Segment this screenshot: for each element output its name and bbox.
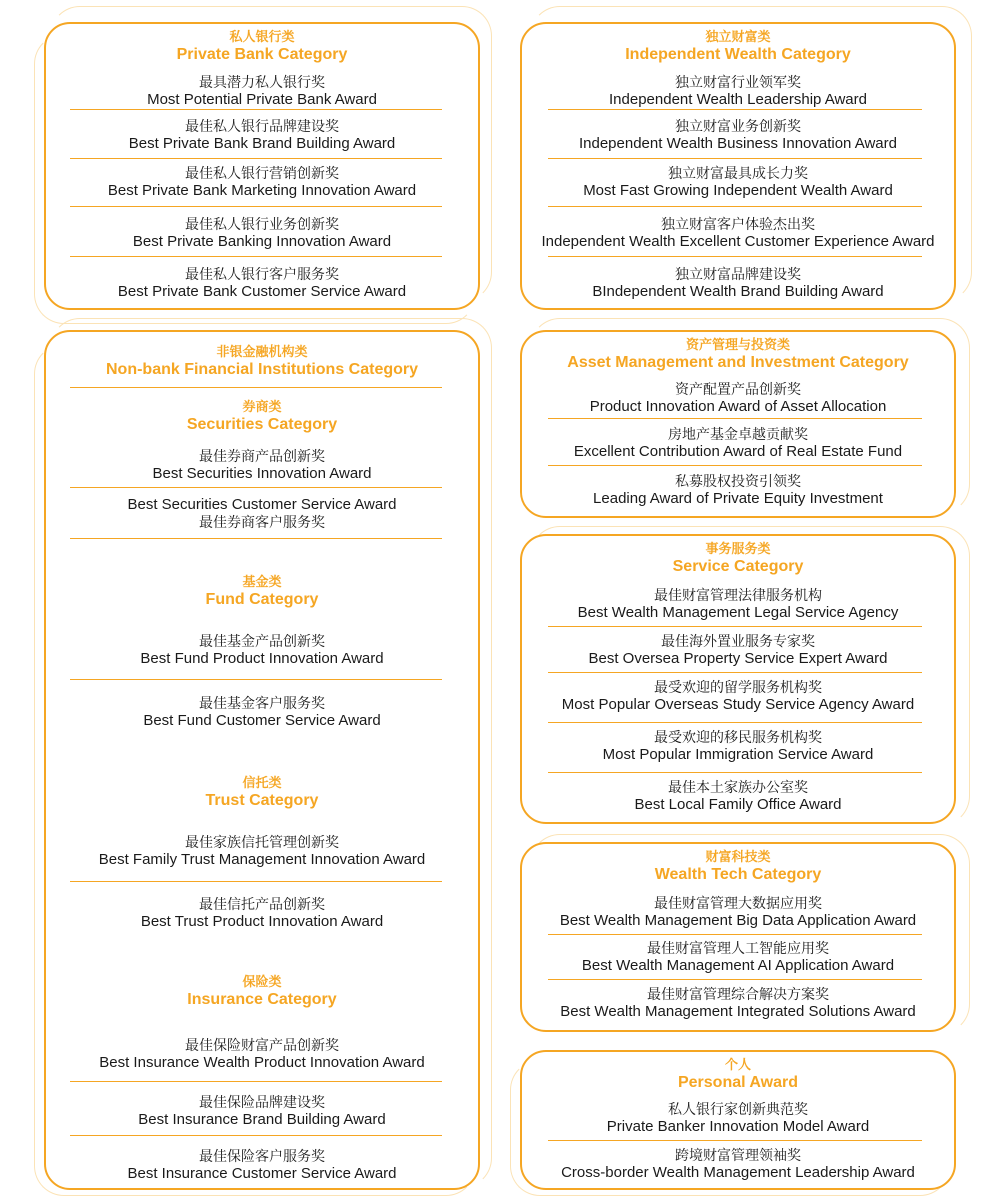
award-name-zh: 最佳私人银行客户服务奖: [185, 266, 339, 282]
award-name-zh: 最佳保险品牌建设奖: [199, 1094, 325, 1110]
award-name-zh: 最佳财富管理综合解决方案奖: [647, 986, 829, 1002]
award-name-en: Most Fast Growing Independent Wealth Award: [583, 182, 893, 199]
award-name-zh: 最具潜力私人银行奖: [199, 74, 325, 90]
divider: [70, 538, 442, 539]
award-name-en: Leading Award of Private Equity Investment: [593, 490, 883, 507]
award-name-zh: 最佳信托产品创新奖: [199, 896, 325, 912]
category-header: [522, 1057, 954, 1092]
subcategory-title-en: Fund Category: [205, 591, 319, 608]
award-name-zh: 最佳私人银行营销创新奖: [185, 165, 339, 181]
category-title-en: Independent Wealth Category: [625, 46, 851, 63]
divider: [70, 387, 442, 388]
award-name-en: Cross-border Wealth Management Leadership Award: [561, 1164, 915, 1181]
subcategory-title-zh: 券商类: [242, 399, 282, 414]
award-name-en: Best Local Family Office Award: [634, 796, 842, 813]
award-name-en: Best Trust Product Innovation Award: [140, 913, 384, 930]
award-name-en: Independent Wealth Business Innovation Award: [578, 135, 897, 152]
award-item: [46, 165, 478, 200]
award-item: [46, 1148, 478, 1183]
award-name-en: Best Wealth Management Legal Service Agency: [577, 604, 899, 621]
category-title-en: Non-bank Financial Institutions Category: [105, 361, 419, 378]
divider: [548, 206, 922, 207]
award-item: [46, 118, 478, 153]
award-name-zh: 最佳家族信托管理创新奖: [185, 834, 339, 850]
award-item: [522, 729, 954, 764]
category-header: [522, 849, 954, 884]
divider: [70, 256, 442, 257]
award-name-en: Best Family Trust Management Innovation Award: [98, 851, 426, 868]
award-item: [522, 779, 954, 814]
category-title-zh: 个人: [724, 1057, 751, 1072]
divider: [70, 1135, 442, 1136]
divider: [70, 158, 442, 159]
award-name-zh: 独立财富最具成长力奖: [668, 165, 808, 181]
divider: [70, 679, 442, 680]
award-name-zh: 最佳财富管理大数据应用奖: [654, 895, 822, 911]
category-title-zh: 财富科技类: [705, 849, 771, 864]
award-name-en: Best Private Bank Brand Building Award: [128, 135, 396, 152]
award-name-en: BIndependent Wealth Brand Building Award: [592, 283, 884, 300]
award-name-en: Best Insurance Wealth Product Innovation Award: [99, 1054, 425, 1071]
category-title-zh: 资产管理与投资类: [685, 337, 790, 352]
award-name-zh: 最佳券商客户服务奖: [199, 514, 325, 530]
award-name-zh: 最佳私人银行业务创新奖: [185, 216, 339, 232]
award-name-zh: 独立财富品牌建设奖: [675, 266, 801, 282]
award-name-zh: 最佳保险客户服务奖: [199, 1148, 325, 1164]
award-name-en: Independent Wealth Excellent Customer Experience Award: [541, 233, 935, 250]
award-name-zh: 私募股权投资引领奖: [675, 473, 801, 489]
subcategory-title-zh: 基金类: [242, 574, 282, 589]
divider: [70, 881, 442, 882]
award-item: [46, 448, 478, 483]
category-title-en: Private Bank Category: [176, 46, 348, 63]
subcategory-title-en: Insurance Category: [187, 991, 337, 1008]
divider: [548, 934, 922, 935]
award-name-en: Most Popular Overseas Study Service Agency Award: [561, 696, 915, 713]
award-name-zh: 独立财富行业领军奖: [675, 74, 801, 90]
award-item: [522, 1101, 954, 1136]
subcategory-header: [46, 974, 478, 1009]
category-title-en: Service Category: [672, 558, 804, 575]
category-title-zh: 私人银行类: [229, 29, 295, 44]
category-header: [46, 29, 478, 64]
award-name-zh: 独立财富客户体验杰出奖: [661, 216, 815, 232]
divider: [548, 626, 922, 627]
award-name-zh: 最佳基金产品创新奖: [199, 633, 325, 649]
award-item: [522, 587, 954, 622]
award-name-zh: 最佳保险财富产品创新奖: [185, 1037, 339, 1053]
award-item: [522, 1147, 954, 1182]
award-name-en: Private Banker Innovation Model Award: [606, 1118, 870, 1135]
award-name-zh: 最受欢迎的移民服务机构奖: [654, 729, 822, 745]
award-item: [46, 266, 478, 301]
divider: [70, 1081, 442, 1082]
award-name-zh: 最佳财富管理人工智能应用奖: [647, 940, 829, 956]
category-title-en: Personal Award: [677, 1074, 799, 1091]
divider: [548, 722, 922, 723]
subcategory-title-en: Trust Category: [205, 792, 319, 809]
award-item: [46, 896, 478, 931]
category-title-zh: 事务服务类: [705, 541, 771, 556]
award-item: [46, 74, 478, 109]
award-name-zh: 最佳海外置业服务专家奖: [661, 633, 815, 649]
award-item: [46, 496, 478, 531]
award-item: [522, 381, 954, 416]
award-item: [522, 679, 954, 714]
award-name-zh: 最佳基金客户服务奖: [199, 695, 325, 711]
divider: [70, 206, 442, 207]
award-name-zh: 最佳本土家族办公室奖: [668, 779, 808, 795]
independent-wealth-panel: [520, 22, 956, 310]
divider: [548, 672, 922, 673]
award-item: [522, 426, 954, 461]
asset-management-panel: [520, 330, 956, 518]
divider: [70, 109, 442, 110]
award-name-en: Best Securities Customer Service Award: [127, 496, 397, 513]
award-name-en: Product Innovation Award of Asset Allocation: [589, 398, 887, 415]
award-name-en: Best Private Banking Innovation Award: [132, 233, 392, 250]
award-name-en: Best Wealth Management Integrated Solutions Award: [560, 1003, 916, 1020]
award-item: [522, 940, 954, 975]
award-item: [46, 1094, 478, 1129]
subcategory-title-en: Securities Category: [186, 416, 338, 433]
award-name-en: Best Fund Customer Service Award: [143, 712, 381, 729]
award-name-zh: 最佳券商产品创新奖: [199, 448, 325, 464]
subcategory-title-zh: 保险类: [242, 974, 282, 989]
award-item: [522, 266, 954, 301]
award-item: [522, 165, 954, 200]
subcategory-header: [46, 574, 478, 609]
award-name-zh: 跨境财富管理领袖奖: [675, 1147, 801, 1163]
category-header: [46, 344, 478, 379]
category-title-zh: 非银金融机构类: [216, 344, 308, 359]
category-title-en: Wealth Tech Category: [654, 866, 822, 883]
award-name-en: Best Fund Product Innovation Award: [140, 650, 384, 667]
award-item: [46, 834, 478, 869]
divider: [548, 256, 922, 257]
award-name-zh: 最佳私人银行品牌建设奖: [185, 118, 339, 134]
award-item: [522, 473, 954, 508]
private-bank-panel: [44, 22, 480, 310]
award-name-en: Most Potential Private Bank Award: [147, 91, 377, 108]
category-title-en: Asset Management and Investment Category: [567, 354, 909, 371]
award-item: [522, 895, 954, 930]
divider: [548, 158, 922, 159]
personal-award-panel: [520, 1050, 956, 1190]
award-item: [522, 216, 954, 251]
divider: [548, 465, 922, 466]
award-name-en: Best Insurance Brand Building Award: [138, 1111, 386, 1128]
award-name-zh: 私人银行家创新典范奖: [668, 1101, 808, 1117]
award-item: [46, 695, 478, 730]
award-name-zh: 资产配置产品创新奖: [675, 381, 801, 397]
award-name-en: Best Securities Innovation Award: [152, 465, 372, 482]
award-item: [522, 74, 954, 109]
wealth-tech-panel: [520, 842, 956, 1032]
service-panel: [520, 534, 956, 824]
award-name-en: Independent Wealth Leadership Award: [609, 91, 867, 108]
divider: [548, 418, 922, 419]
divider: [548, 772, 922, 773]
divider: [548, 979, 922, 980]
award-name-en: Best Private Bank Marketing Innovation Award: [107, 182, 417, 199]
category-header: [522, 29, 954, 64]
award-name-en: Best Wealth Management Big Data Application Award: [559, 912, 917, 929]
award-name-en: Excellent Contribution Award of Real Estate Fund: [573, 443, 903, 460]
award-name-zh: 最佳财富管理法律服务机构: [654, 587, 822, 603]
award-name-zh: 独立财富业务创新奖: [675, 118, 801, 134]
subcategory-title-zh: 信托类: [242, 775, 282, 790]
award-name-en: Best Wealth Management AI Application Award: [581, 957, 895, 974]
subcategory-header: [46, 399, 478, 434]
divider: [548, 1140, 922, 1141]
category-title-zh: 独立财富类: [705, 29, 771, 44]
award-item: [46, 633, 478, 668]
award-name-en: Best Insurance Customer Service Award: [127, 1165, 397, 1182]
award-item: [522, 633, 954, 668]
award-name-en: Best Private Bank Customer Service Award: [117, 283, 407, 300]
award-item: [522, 986, 954, 1021]
award-name-zh: 房地产基金卓越贡献奖: [668, 426, 808, 442]
award-name-en: Most Popular Immigration Service Award: [602, 746, 874, 763]
non-bank-panel: [44, 330, 480, 1190]
award-name-en: Best Oversea Property Service Expert Award: [588, 650, 888, 667]
subcategory-header: [46, 775, 478, 810]
divider: [548, 109, 922, 110]
category-header: [522, 541, 954, 576]
divider: [70, 487, 442, 488]
award-item: [46, 1037, 478, 1072]
award-item: [522, 118, 954, 153]
category-header: [522, 337, 954, 372]
award-name-zh: 最受欢迎的留学服务机构奖: [654, 679, 822, 695]
award-item: [46, 216, 478, 251]
